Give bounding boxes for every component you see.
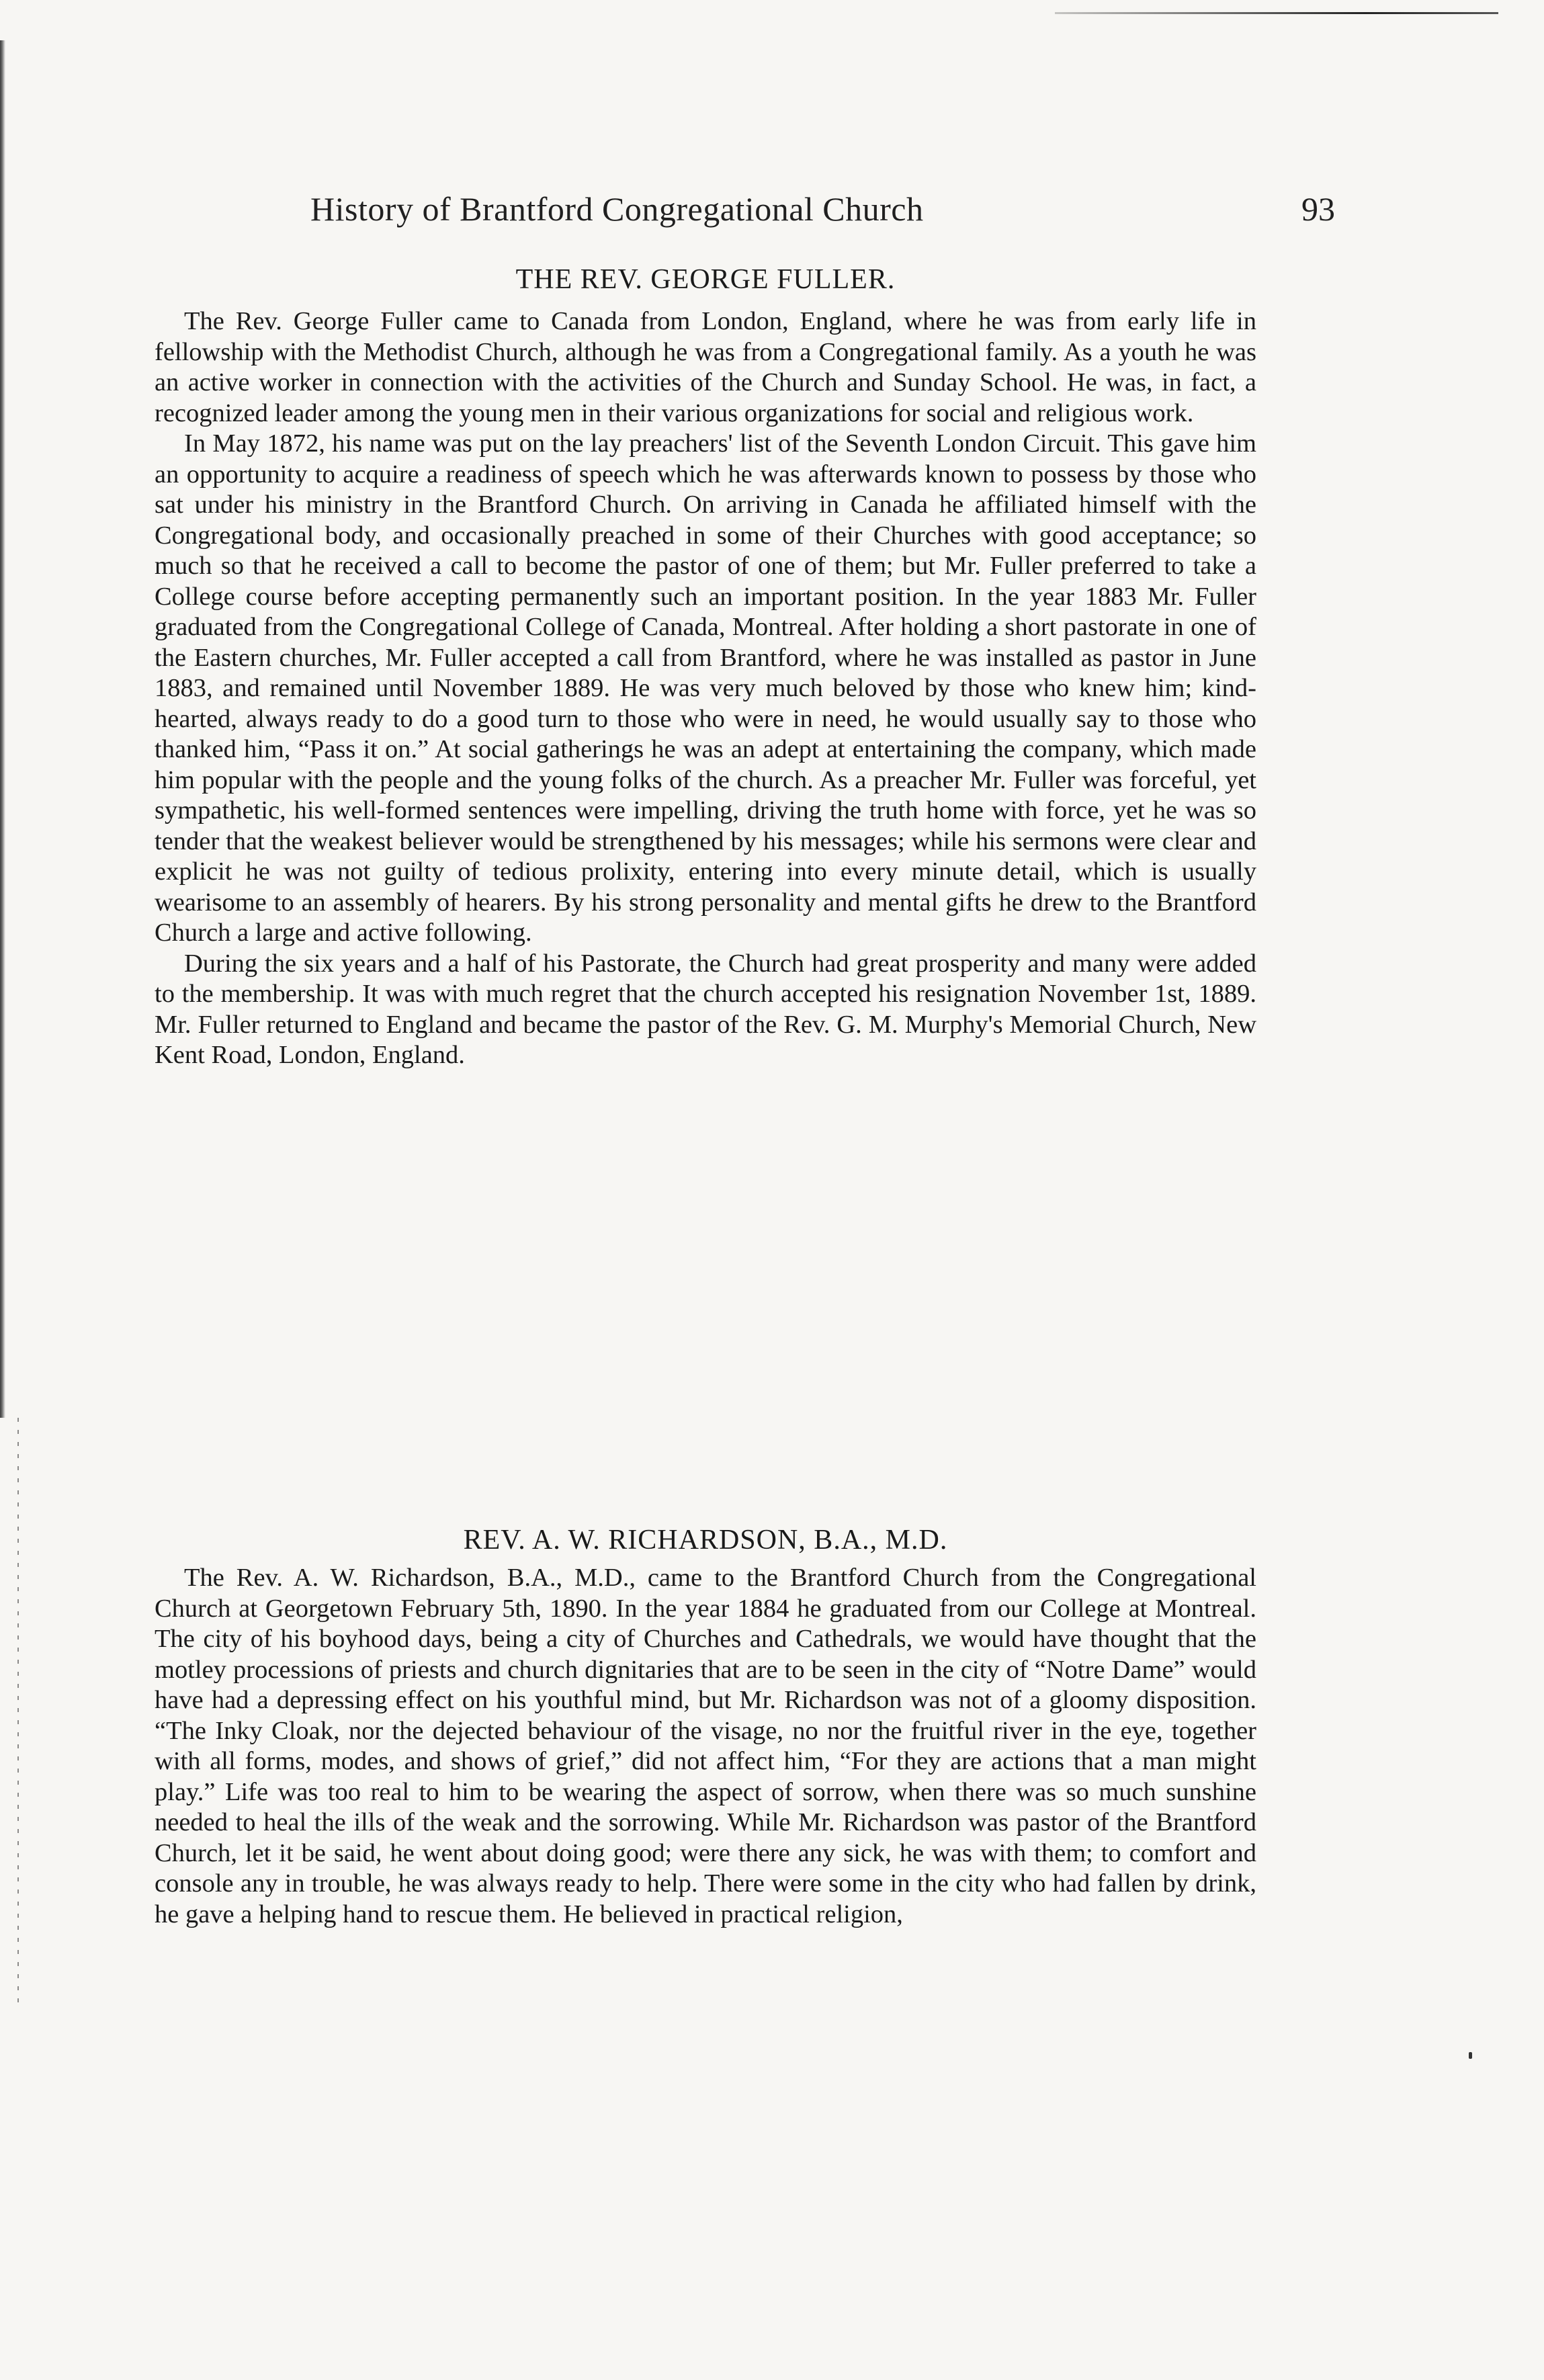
scan-binding-edge-lower	[17, 1418, 19, 2009]
page-number: 93	[1301, 190, 1335, 228]
section-heading-a-w-richardson: REV. A. W. RICHARDSON, B.A., M.D.	[463, 1525, 948, 1556]
section-heading-george-fuller: THE REV. GEORGE FULLER.	[515, 264, 896, 295]
section-body-a-w-richardson	[155, 1563, 1256, 1930]
running-title: History of Brantford Congregational Church	[310, 190, 924, 228]
section-body-george-fuller	[155, 306, 1256, 1071]
paragraph: The Rev. George Fuller came to Canada from London, England, where he was from early life in fellowship with the Methodist Church, although he was from a Congregational family. As a youth he was an active worker in connection with the activities of the Church and Sunday School. He was, in fact, a recognized leader among the young men in their various organizations for social and religious work.	[155, 307, 1256, 427]
paragraph: The Rev. A. W. Richardson, B.A., M.D., came to the Brantford Church from the Congregational Church at Georgetown February 5th, 1890. In the year 1884 he graduated from our College at Montreal. The city of his boyhood days, being a city of Churches and Cathedrals, we would have thought that the motley processions of priests and church dignitaries that are to be seen in the city of “Notre Dame” would have had a depressing effect on his youthful mind, but Mr. Richardson was not of a gloomy disposition. “The Inky Cloak, nor the dejected behaviour of the visage, no nor the fruitful river in the eye, together with all forms, modes, and shows of grief,” did not affect him, “For they are actions that a man might play.” Life was too real to him to be wearing the aspect of sorrow, when there was so much sunshine needed to heal the ills of the weak and the sorrowing. While Mr. Richardson was pastor of the Brantford Church, let it be said, he went about doing good; were there any sick, he was with them; to comfort and console any in trouble, he was always ready to help. There were some in the city who had fallen by drink, he gave a helping hand to rescue them. He believed in practical religion,	[155, 1564, 1256, 1928]
page-header	[310, 189, 1335, 241]
paragraph: During the six years and a half of his Pastorate, the Church had great prosperity and many were added to the membership. It was with much regret that the church accepted his resignation November 1st, 1889. Mr. Fuller returned to England and became the pastor of the Rev. G. M. Murphy's Memorial Church, New Kent Road, London, England.	[155, 949, 1256, 1069]
scan-top-rule	[1055, 12, 1498, 14]
paragraph: In May 1872, his name was put on the lay preachers' list of the Seventh London Circuit. This gave him an opportunity to acquire a readiness of speech which he was afterwards known to possess by those who sat under his ministry in the Brantford Church. On arriving in Canada he affiliated himself with the Congregational body, and occasionally preached in some of their Churches with good acceptance; so much so that he received a call to become the pastor of one of them; but Mr. Fuller preferred to take a College course before accepting permanently such an important position. In the year 1883 Mr. Fuller graduated from the Congregational College of Canada, Montreal. After holding a short pastorate in one of the Eastern churches, Mr. Fuller accepted a call from Brantford, where he was installed as pastor in June 1883, and remained until November 1889. He was very much beloved by those who knew him; kind-hearted, always ready to do a good turn to those who were in need, he would usually say to those who thanked him, “Pass it on.” At social gatherings he was an adept at entertaining the company, which made him popular with the people and the young folks of the church. As a preacher Mr. Fuller was forceful, yet sympathetic, his well-formed sentences were impelling, driving the truth home with force, yet he was so tender that the weakest believer would be strengthened by his messages; while his sermons were clear and explicit he was not guilty of tedious prolixity, entering into every minute detail, which is usually wearisome to an assembly of hearers. By his strong personality and mental gifts he drew to the Brantford Church a large and active following.	[155, 429, 1256, 947]
stray-ink-mark	[1469, 2052, 1472, 2059]
scan-binding-edge	[0, 40, 5, 1418]
